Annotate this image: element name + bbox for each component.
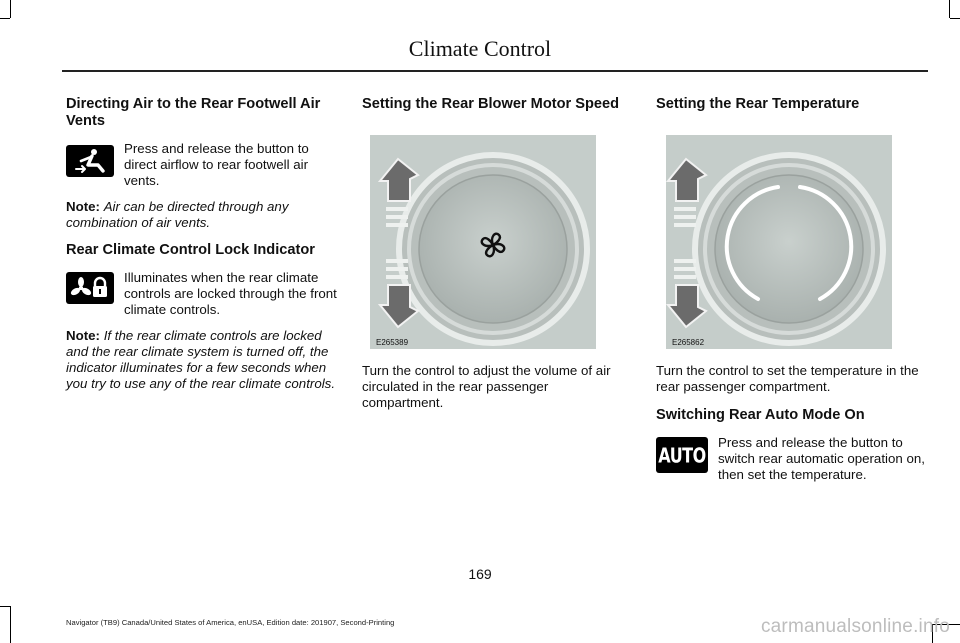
temperature-knob-figure [666, 135, 892, 349]
crop-mark [0, 606, 10, 607]
blower-knob-illustration [370, 135, 596, 349]
section-heading-auto-mode: Switching Rear Auto Mode On [656, 407, 865, 423]
blower-knob-figure [370, 135, 596, 349]
footwell-description: Press and release the button to direct airflow to rear footwell air vents. [124, 141, 309, 188]
page-number: 169 [468, 566, 492, 582]
crop-mark [950, 18, 960, 19]
header-divider [62, 70, 928, 72]
auto-mode-description: Press and release the button to switch rear automatic operation on, then set the temperature. [718, 435, 925, 482]
footwell-vent-icon [66, 145, 114, 177]
note-text: Air can be directed through any combination of air vents. [66, 199, 289, 230]
column-left [66, 96, 338, 392]
section-heading-footwell: Directing Air to the Rear Footwell Air Vents [66, 96, 321, 129]
crop-mark [10, 0, 11, 18]
auto-label: AUTO [658, 442, 706, 468]
section-heading-blower: Setting the Rear Blower Motor Speed [362, 96, 620, 112]
auto-button-icon [656, 437, 708, 473]
page-title: Climate Control [408, 36, 552, 61]
note-paragraph [66, 328, 338, 392]
crop-mark [949, 0, 950, 18]
note-label: Note: [66, 328, 100, 343]
column-middle [362, 96, 630, 411]
note-label: Note: [66, 199, 100, 214]
figure-code: E265389 [376, 338, 409, 347]
temperature-knob-illustration [666, 135, 892, 349]
section-heading-lock-indicator: Rear Climate Control Lock Indicator [66, 242, 315, 258]
fan-lock-icon [66, 272, 114, 304]
crop-mark [10, 606, 11, 643]
note-text: If the rear climate controls are locked and the rear climate system is turned off, the indicator illuminates for a few seconds when you try to use any of the rear climate controls. [66, 328, 336, 391]
lock-indicator-description: Illuminates when the rear climate controls are locked through the front climate controls. [124, 270, 337, 317]
temperature-description: Turn the control to set the temperature in the rear passenger compartment. [656, 363, 919, 394]
footwell-row [66, 141, 338, 189]
note-paragraph [66, 199, 338, 231]
blower-description: Turn the control to adjust the volume of air circulated in the rear passenger compartment. [362, 363, 611, 410]
crop-mark [0, 18, 10, 19]
auto-mode-row [656, 435, 928, 483]
footer-edition: Navigator (TB9) Canada/United States of America, enUSA, Edition date: 201907, Second-Printing [66, 618, 395, 627]
section-heading-temperature: Setting the Rear Temperature [656, 96, 860, 112]
column-right [656, 96, 928, 493]
lock-indicator-row [66, 270, 338, 318]
watermark: carmanualsonline.info [760, 616, 950, 637]
figure-code: E265862 [672, 338, 705, 347]
